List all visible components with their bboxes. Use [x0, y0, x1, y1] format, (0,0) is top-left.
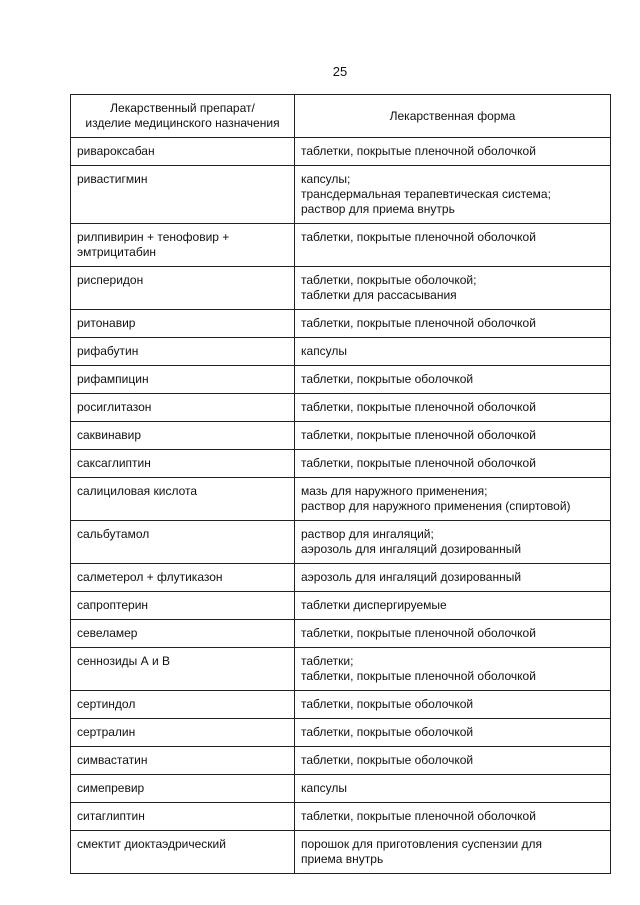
table-row: [71, 450, 611, 478]
dosage-form-cell: [295, 831, 611, 874]
drug-name: рилпивирин + тенофовир +: [77, 230, 230, 244]
drug-name: ситаглиптин: [77, 809, 145, 823]
drug-name: ривастигмин: [77, 172, 148, 186]
drug-name: ривароксабан: [77, 144, 155, 158]
drug-name-cell: [71, 422, 295, 450]
drug-name-cell: [71, 691, 295, 719]
dosage-form-cell: [295, 620, 611, 648]
dosage-form: капсулы: [301, 781, 348, 795]
table-row: [71, 224, 611, 267]
drug-name-cell: [71, 224, 295, 267]
dosage-form: таблетки, покрытые пленочной оболочкой: [301, 669, 536, 683]
drug-name-cell: [71, 521, 295, 564]
drug-name: сапроптерин: [77, 598, 149, 612]
dosage-form: таблетки, покрытые пленочной оболочкой: [301, 456, 536, 470]
dosage-form-cell: [295, 564, 611, 592]
dosage-form: таблетки диспергируемые: [301, 598, 447, 612]
drug-name-cell: [71, 338, 295, 366]
table-row: [71, 775, 611, 803]
dosage-form-cell: [295, 521, 611, 564]
drug-name-cell: [71, 747, 295, 775]
header-form: Лекарственная форма: [295, 95, 611, 138]
dosage-form-cell: [295, 450, 611, 478]
dosage-form: таблетки, покрытые пленочной оболочкой: [301, 400, 536, 414]
dosage-form-cell: [295, 310, 611, 338]
dosage-form-cell: [295, 691, 611, 719]
drug-name-cell: [71, 719, 295, 747]
drug-name: симепревир: [77, 781, 145, 795]
drug-name: росиглитазон: [77, 400, 152, 414]
table-row: [71, 803, 611, 831]
header-drug-line1: Лекарственный препарат/: [110, 101, 255, 115]
drug-name-cell: [71, 394, 295, 422]
drug-name: салметерол + флутиказон: [77, 570, 223, 584]
header-drug-line2: изделие медицинского назначения: [85, 116, 280, 130]
drug-name: рифампицин: [77, 372, 149, 386]
dosage-form-cell: [295, 366, 611, 394]
header-drug: [71, 95, 295, 138]
drug-name-cell: [71, 478, 295, 521]
drug-name: сеннозиды А и В: [77, 654, 171, 668]
table-row: [71, 366, 611, 394]
table-row: [71, 719, 611, 747]
dosage-form: раствор для приема внутрь: [301, 202, 455, 216]
page-number: 25: [332, 64, 348, 79]
dosage-form: таблетки, покрытые пленочной оболочкой: [301, 626, 536, 640]
dosage-form-cell: [295, 775, 611, 803]
dosage-form-cell: [295, 719, 611, 747]
dosage-form-cell: [295, 592, 611, 620]
table-row: [71, 592, 611, 620]
drug-name: эмтрицитабин: [77, 245, 157, 259]
dosage-form-cell: [295, 138, 611, 166]
dosage-form: таблетки, покрытые оболочкой: [301, 372, 474, 386]
table-row: [71, 620, 611, 648]
drug-name-cell: [71, 138, 295, 166]
drug-name-cell: [71, 310, 295, 338]
drug-name-cell: [71, 450, 295, 478]
dosage-form: таблетки, покрытые пленочной оболочкой: [301, 809, 536, 823]
dosage-form: таблетки, покрытые оболочкой;: [301, 273, 477, 287]
dosage-form-cell: [295, 478, 611, 521]
dosage-form: таблетки для рассасывания: [301, 288, 457, 302]
drug-name-cell: [71, 620, 295, 648]
drug-name: салициловая кислота: [77, 484, 198, 498]
drug-name: ритонавир: [77, 316, 136, 330]
dosage-form-cell: [295, 747, 611, 775]
dosage-form-cell: [295, 422, 611, 450]
table-row: [71, 648, 611, 691]
table-row: [71, 422, 611, 450]
drug-name: симвастатин: [77, 753, 148, 767]
drug-table: [70, 94, 611, 874]
drug-name: севеламер: [77, 626, 138, 640]
drug-name-cell: [71, 831, 295, 874]
dosage-form-cell: [295, 166, 611, 224]
table-row: [71, 338, 611, 366]
table-row: [71, 138, 611, 166]
dosage-form: таблетки, покрытые пленочной оболочкой: [301, 316, 536, 330]
dosage-form: таблетки, покрытые оболочкой: [301, 697, 474, 711]
dosage-form: порошок для приготовления суспензии для: [301, 837, 543, 851]
drug-name: саквинавир: [77, 428, 142, 442]
drug-name-cell: [71, 648, 295, 691]
dosage-form: таблетки, покрытые оболочкой: [301, 753, 474, 767]
dosage-form: таблетки, покрытые пленочной оболочкой: [301, 428, 536, 442]
drug-name-cell: [71, 564, 295, 592]
dosage-form-cell: [295, 267, 611, 310]
dosage-form: таблетки, покрытые пленочной оболочкой: [301, 230, 536, 244]
table-row: [71, 310, 611, 338]
drug-name: сертиндол: [77, 697, 136, 711]
dosage-form: аэрозоль для ингаляций дозированный: [301, 570, 522, 584]
dosage-form: трансдермальная терапевтическая система;: [301, 187, 551, 201]
table-row: [71, 564, 611, 592]
table-row: [71, 166, 611, 224]
table-row: [71, 691, 611, 719]
dosage-form-cell: [295, 803, 611, 831]
dosage-form: приема внутрь: [301, 852, 384, 866]
drug-name-cell: [71, 366, 295, 394]
drug-name-cell: [71, 775, 295, 803]
table-row: [71, 394, 611, 422]
table-body: [71, 138, 611, 874]
dosage-form: мазь для наружного применения;: [301, 484, 488, 498]
dosage-form: капсулы: [301, 344, 348, 358]
dosage-form: таблетки, покрытые оболочкой: [301, 725, 474, 739]
drug-name: смектит диоктаэдрический: [77, 837, 226, 851]
dosage-form: таблетки, покрытые пленочной оболочкой: [301, 144, 536, 158]
dosage-form-cell: [295, 224, 611, 267]
drug-name: рисперидон: [77, 273, 144, 287]
drug-name-cell: [71, 803, 295, 831]
table-row: [71, 267, 611, 310]
table-row: [71, 747, 611, 775]
drug-name-cell: [71, 592, 295, 620]
drug-name-cell: [71, 267, 295, 310]
dosage-form: таблетки;: [301, 654, 354, 668]
dosage-form: аэрозоль для ингаляций дозированный: [301, 542, 522, 556]
dosage-form-cell: [295, 648, 611, 691]
dosage-form-cell: [295, 338, 611, 366]
drug-name: сальбутамол: [77, 527, 150, 541]
dosage-form: капсулы;: [301, 172, 351, 186]
table-row: [71, 478, 611, 521]
drug-name: сертралин: [77, 725, 136, 739]
dosage-form: раствор для ингаляций;: [301, 527, 434, 541]
dosage-form-cell: [295, 394, 611, 422]
drug-name: саксаглиптин: [77, 456, 151, 470]
drug-name: рифабутин: [77, 344, 139, 358]
table-header-row: [71, 95, 611, 138]
table-row: [71, 521, 611, 564]
drug-name-cell: [71, 166, 295, 224]
dosage-form: раствор для наружного применения (спиртовой): [301, 499, 571, 513]
table-row: [71, 831, 611, 874]
